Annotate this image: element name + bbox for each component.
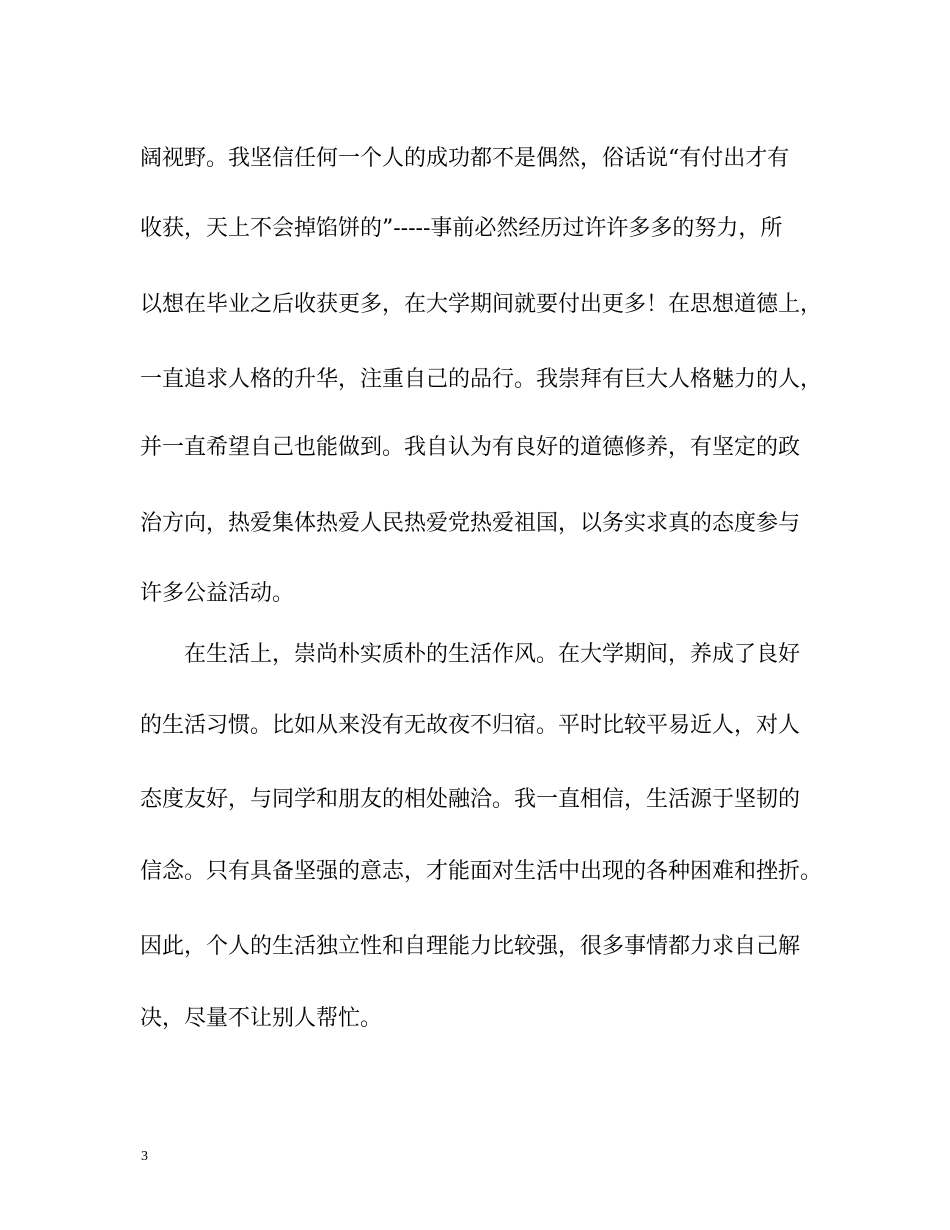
paragraph-line: 态度友好，与同学和朋友的相处融洽。我一直相信，生活源于坚韧的 bbox=[140, 787, 801, 812]
paragraph-line: 许多公益活动。 bbox=[140, 581, 295, 606]
paragraph-line: 信念。只有具备坚强的意志，才能面对生活中出现的各种困难和挫折。 bbox=[140, 859, 823, 884]
paragraph-line: 治方向，热爱集体热爱人民热爱党热爱祖国，以务实求真的态度参与 bbox=[140, 511, 801, 536]
paragraph-line: 在生活上，崇尚朴实质朴的生活作风。在大学期间，养成了良好 bbox=[184, 642, 801, 667]
paragraph-line: 并一直希望自己也能做到。我自认为有良好的道德修养，有坚定的政 bbox=[140, 435, 801, 460]
page-number: 3 bbox=[141, 1149, 148, 1164]
paragraph-line: 因此，个人的生活独立性和自理能力比较强，很多事情都力求自己解 bbox=[140, 934, 801, 959]
paragraph-line: 以想在毕业之后收获更多，在大学期间就要付出更多！在思想道德上， bbox=[140, 292, 823, 317]
paragraph-line: 决，尽量不让别人帮忙。 bbox=[140, 1006, 383, 1031]
paragraph-line: 收获，天上不会掉馅饼的”-----事前必然经历过许许多多的努力，所 bbox=[140, 216, 783, 241]
paragraph-line: 一直追求人格的升华，注重自己的品行。我崇拜有巨大人格魅力的人， bbox=[140, 367, 823, 392]
paragraph-line: 阔视野。我坚信任何一个人的成功都不是偶然，俗话说“有付出才有 bbox=[140, 146, 790, 171]
paragraph-line: 的生活习惯。比如从来没有无故夜不归宿。平时比较平易近人，对人 bbox=[140, 713, 801, 738]
